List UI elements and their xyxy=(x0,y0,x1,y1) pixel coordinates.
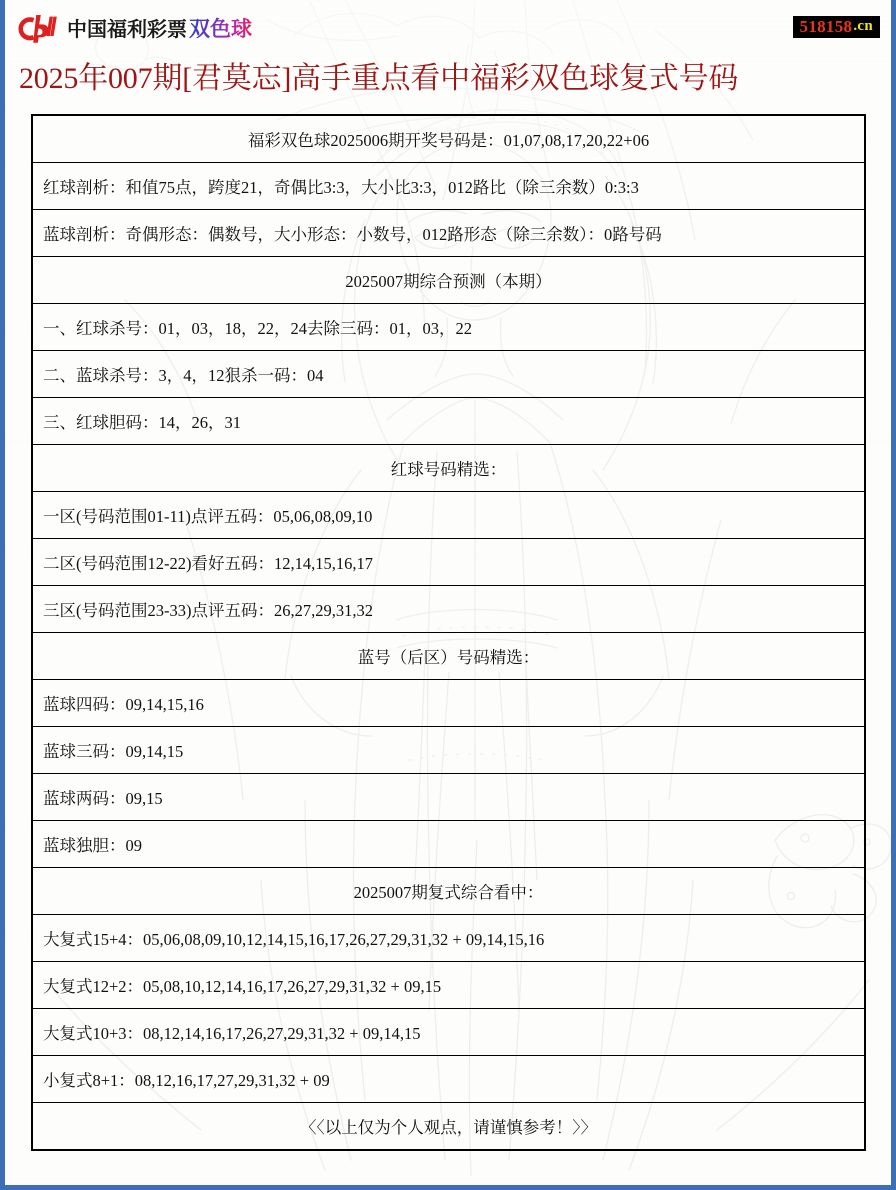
table-row xyxy=(32,115,865,163)
table-cell: 二区(号码范围12-22)看好五码：12,14,15,16,17 xyxy=(32,539,865,586)
table-row xyxy=(32,539,865,586)
table-row xyxy=(32,868,865,915)
table-cell: 蓝球三码：09,14,15 xyxy=(32,727,865,774)
table-cell: 福彩双色球2025006期开奖号码是：01,07,08,17,20,22+06 xyxy=(32,115,865,163)
table-cell: 三区(号码范围23-33)点评五码：26,27,29,31,32 xyxy=(32,586,865,633)
table-cell: 2025007期综合预测（本期） xyxy=(32,257,865,304)
table-cell: 〈〈以上仅为个人观点，请谨慎参考！〉〉 xyxy=(32,1103,865,1151)
table-cell: 三、红球胆码：14，26，31 xyxy=(32,398,865,445)
page-content xyxy=(5,0,891,1151)
table-row xyxy=(32,774,865,821)
table-row xyxy=(32,727,865,774)
brand-logo xyxy=(16,14,252,46)
site-domain-badge[interactable] xyxy=(793,16,880,38)
table-row xyxy=(32,492,865,539)
table-cell: 一区(号码范围01-11)点评五码：05,06,08,09,10 xyxy=(32,492,865,539)
brand-name-game: 双色球 xyxy=(189,15,252,45)
brand-name-cn: 中国福利彩票 xyxy=(67,19,187,41)
table-cell: 一、红球杀号：01，03，18，22，24去除三码：01，03，22 xyxy=(32,304,865,351)
table-row xyxy=(32,163,865,210)
table-row xyxy=(32,586,865,633)
prediction-table-body xyxy=(32,115,865,1150)
table-cell: 蓝号（后区）号码精选： xyxy=(32,633,865,680)
table-row xyxy=(32,445,865,492)
table-cell: 蓝球剖析：奇偶形态：偶数号，大小形态：小数号，012路形态（除三余数）：0路号码 xyxy=(32,210,865,257)
page-title: 2025年007期[君莫忘]高手重点看中福彩双色球复式号码 xyxy=(19,62,739,95)
table-row xyxy=(32,1009,865,1056)
table-cell: 2025007期复式综合看中： xyxy=(32,868,865,915)
table-row xyxy=(32,821,865,868)
prediction-table xyxy=(31,114,866,1151)
table-cell: 蓝球独胆：09 xyxy=(32,821,865,868)
table-cell: 红球剖析：和值75点，跨度21，奇偶比3:3，大小比3:3，012路比（除三余数）0:3:3 xyxy=(32,163,865,210)
table-cell: 大复式12+2：05,08,10,12,14,16,17,26,27,29,31,32 + 09,15 xyxy=(32,962,865,1009)
table-row xyxy=(32,962,865,1009)
table-row xyxy=(32,257,865,304)
prediction-table-wrapper xyxy=(5,101,891,1151)
table-row xyxy=(32,680,865,727)
table-cell: 小复式8+1：08,12,16,17,27,29,31,32 + 09 xyxy=(32,1056,865,1103)
table-row xyxy=(32,398,865,445)
table-row xyxy=(32,351,865,398)
table-row xyxy=(32,304,865,351)
table-row xyxy=(32,210,865,257)
table-cell: 蓝球两码：09,15 xyxy=(32,774,865,821)
china-welfare-lottery-logo-icon xyxy=(16,15,60,45)
table-cell: 二、蓝球杀号：3，4，12狠杀一码：04 xyxy=(32,351,865,398)
table-cell: 大复式10+3：08,12,14,16,17,26,27,29,31,32 + 09,14,15 xyxy=(32,1009,865,1056)
table-row xyxy=(32,1056,865,1103)
table-row xyxy=(32,633,865,680)
table-cell: 大复式15+4：05,06,08,09,10,12,14,15,16,17,26,27,29,31,32 + 09,14,15,16 xyxy=(32,915,865,962)
site-domain-name: 518158 xyxy=(799,17,853,36)
site-domain-tld: .cn xyxy=(853,18,873,34)
table-row xyxy=(32,1103,865,1151)
table-row xyxy=(32,915,865,962)
table-cell: 红球号码精选： xyxy=(32,445,865,492)
table-cell: 蓝球四码：09,14,15,16 xyxy=(32,680,865,727)
site-header xyxy=(5,0,891,57)
